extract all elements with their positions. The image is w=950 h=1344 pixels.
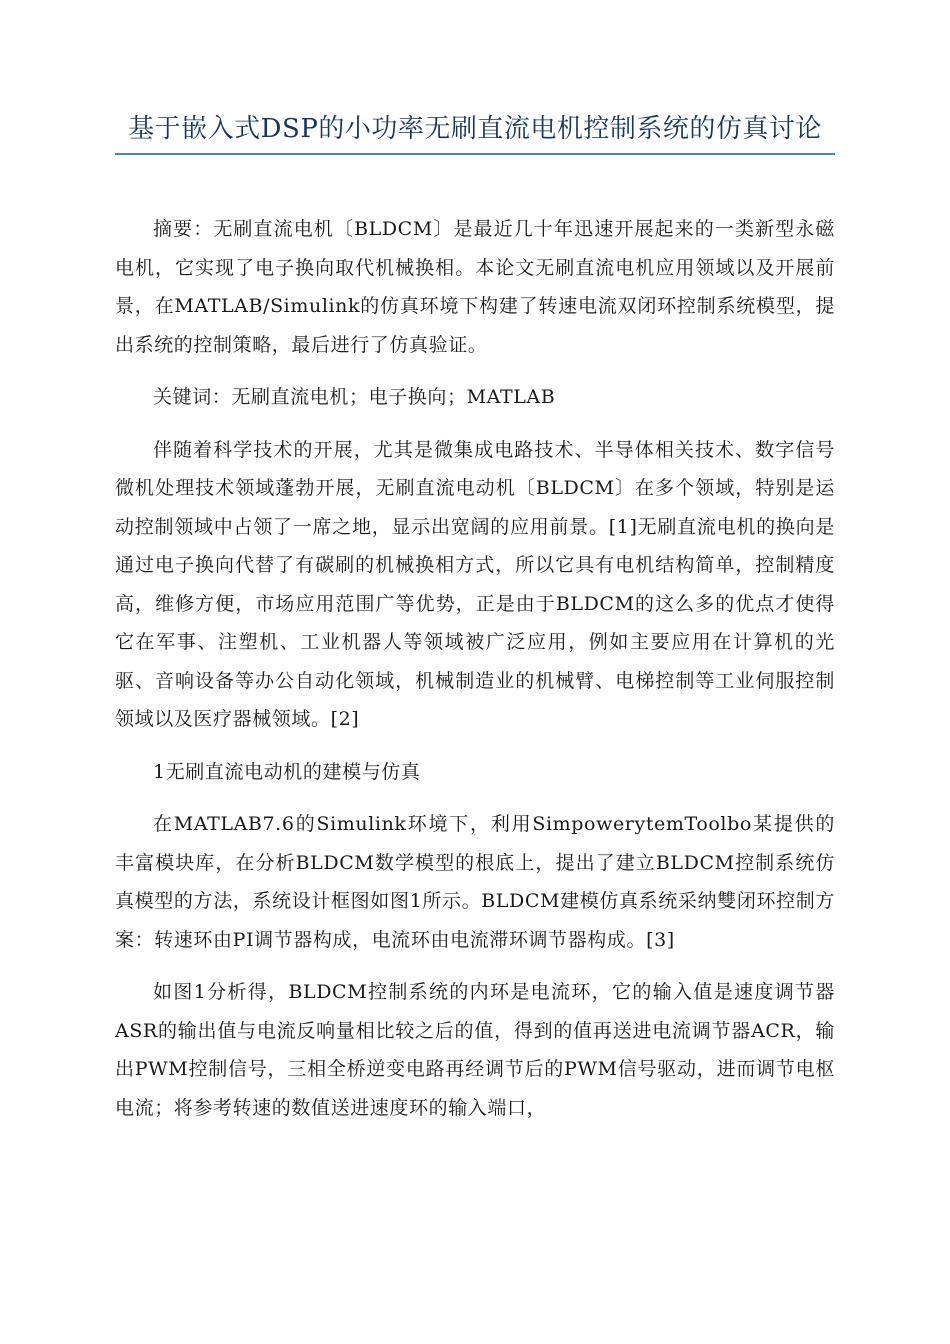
section-heading: 1无刷直流电动机的建模与仿真 bbox=[153, 760, 421, 783]
intro-paragraph: 伴随着科学技术的开展，尤其是微集成电路技术、半导体相关技术、数字信号微机处理技术领域蓬勃开展，无刷直流电动机〔BLDCM〕在多个领域，特别是运动控制领域中占领了一席之地，显示出宽阔的应用前景。[1]无刷直流电机的换向是通过电子换向代替了有碳刷的机械换相方式，所以它具有电机结构简单，控制精度高，维修方便，市场应用范围广等优势，正是由于BLDCM的这么多的优点才使得它在军事、注塑机、工业机器人等领域被广泛应用，例如主要应用在计算机的光驱、音响设备等办公自动化领域，机械制造业的机械臂、电梯控制等工业伺服控制领域以及医疗器械领域。[2] bbox=[115, 438, 835, 730]
document-title: 基于嵌入式DSP的小功率无刷直流电机控制系统的仿真讨论 bbox=[128, 114, 822, 144]
body-paragraph: 在MATLAB7.6的Simulink环境下，利用SimpowerytemToolbo某提供的丰富模块库，在分析BLDCM数学模型的根底上，提出了建立BLDCM控制系统仿真模型的方法，系统设计框图如图1所示。BLDCM建模仿真系统采纳雙闭环控制方案：转速环由PI调节器构成，电流环由电流滞环调节器构成。[3] bbox=[115, 813, 835, 951]
abstract-paragraph: 摘要：无刷直流电机〔BLDCM〕是最近几十年迅速开展起来的一类新型永磁电机，它实现了电子换向取代机械换相。本论文无刷直流电机应用领域以及开展前景，在MATLAB/Simulink的仿真环境下构建了转速电流双闭环控制系统模型，提出系统的控制策略，最后进行了仿真验证。 bbox=[115, 218, 835, 356]
body-paragraph: 如图1分析得，BLDCM控制系统的内环是电流环，它的输入值是速度调节器ASR的输出值与电流反响量相比较之后的值，得到的值再送进电流调节器ACR，输出PWM控制信号，三相全桥逆变电路再经调节后的PWM信号驱动，进而调节电枢电流；将参考转速的数值送进速度环的输入端口， bbox=[115, 981, 835, 1119]
title-block bbox=[115, 112, 835, 155]
keywords-paragraph: 关键词：无刷直流电机；电子换向；MATLAB bbox=[153, 386, 556, 408]
document-body bbox=[115, 210, 835, 1141]
